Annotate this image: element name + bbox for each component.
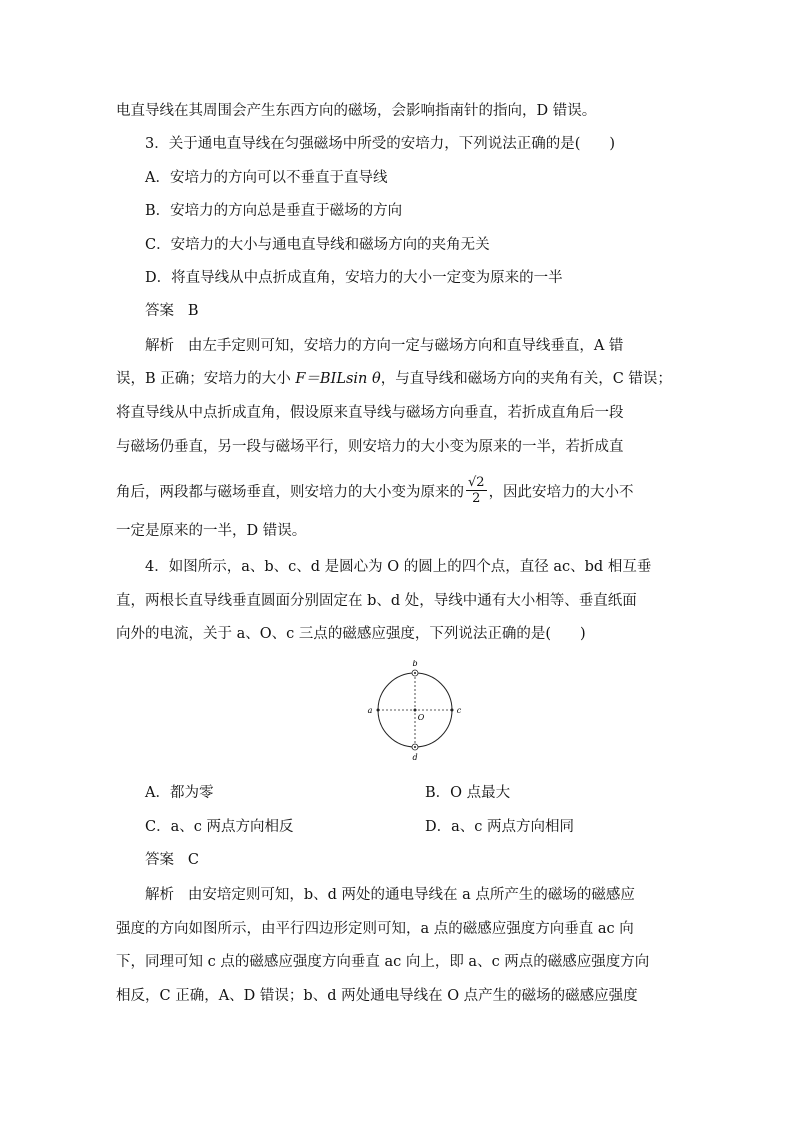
option-3d: D．将直导线从中点折成直角，安培力的大小一定变为原来的一半 <box>145 270 563 286</box>
explanation-3-line-2 <box>116 369 672 389</box>
explanation-4-line-4: 相反，C 正确，A、D 错误；b、d 两处通电导线在 O 点产生的磁场的磁感应强度 <box>116 988 638 1004</box>
explanation-text: ，因此安培力的大小不 <box>488 484 634 501</box>
text-line: 电直导线在其周围会产生东西方向的磁场，会影响指南针的指向，D 错误。 <box>116 103 597 119</box>
fraction-numerator: √2 <box>468 475 485 490</box>
explanation-4-line-1 <box>145 885 635 905</box>
answer-label: 答案 <box>145 852 174 868</box>
explanation-3-line-3: 将直导线从中点折成直角，假设原来直导线与磁场方向垂直，若折成直角后一段 <box>116 405 624 421</box>
explanation-text: 角后，两段都与磁场垂直，则安培力的大小变为原来的 <box>116 484 464 501</box>
explanation-text: ，与直导线和磁场方向的夹角有关，C 错误； <box>380 371 672 387</box>
option-3a: A．安培力的方向可以不垂直于直导线 <box>145 170 388 186</box>
explanation-4-line-2: 强度的方向如图所示，由平行四边形定则可知，a 点的磁感应强度方向垂直 ac 向 <box>116 921 634 937</box>
question-4-line-2: 直，两根长直导线垂直圆面分别固定在 b、d 处，导线中通有大小相等、垂直纸面 <box>116 593 637 609</box>
explanation-label: 解析 <box>145 887 174 903</box>
label-O: O <box>417 713 425 722</box>
option-4c: C．a、c 两点方向相反 <box>145 819 294 835</box>
question-4-line-3: 向外的电流，关于 a、O、c 三点的磁感应强度，下列说法正确的是( ) <box>116 626 586 642</box>
explanation-3-line-5 <box>116 475 634 507</box>
point-a <box>377 709 380 712</box>
label-c: c <box>456 706 462 715</box>
option-3c: C．安培力的大小与通电直导线和磁场方向的夹角无关 <box>145 237 490 253</box>
label-a: a <box>367 706 373 715</box>
explanation-4-line-3: 下，同理可知 c 点的磁感应强度方向垂直 ac 向上，即 a、c 两点的磁感应强度方向 <box>116 954 650 970</box>
answer-3 <box>145 301 198 321</box>
explanation-3-line-1 <box>145 336 623 356</box>
option-4a: A．都为零 <box>145 785 214 801</box>
explanation-3-line-6: 一定是原来的一半，D 错误。 <box>116 523 307 539</box>
fraction-sqrt2-over-2 <box>466 476 487 505</box>
explanation-3-line-4: 与磁场仍垂直，另一段与磁场平行，则安培力的大小变为原来的一半，若折成直 <box>116 439 624 455</box>
answer-label: 答案 <box>145 303 174 319</box>
answer-4 <box>145 850 199 870</box>
answer-value: B <box>187 303 199 319</box>
option-3b: B．安培力的方向总是垂直于磁场的方向 <box>145 203 403 219</box>
force-formula: F＝BILsin θ <box>295 371 381 387</box>
question-3: 3．关于通电直导线在匀强磁场中所受的安培力，下列说法正确的是( ) <box>145 136 616 152</box>
circle-figure <box>360 660 470 770</box>
answer-value: C <box>187 852 199 868</box>
explanation-text: 误，B 正确；安培力的大小 <box>116 371 296 387</box>
option-4d: D．a、c 两点方向相同 <box>425 819 574 835</box>
center-point <box>414 709 417 712</box>
explanation-label: 解析 <box>145 338 174 354</box>
option-4b: B．O 点最大 <box>425 785 511 801</box>
label-b: b <box>412 660 418 668</box>
explanation-text: 由左手定则可知，安培力的方向一定与磁场方向和直导线垂直，A 错 <box>187 338 624 354</box>
explanation-text: 由安培定则可知，b、d 两处的通电导线在 a 点所产生的磁场的磁感应 <box>187 887 635 903</box>
question-4-line-1: 4．如图所示，a、b、c、d 是圆心为 O 的圆上的四个点，直径 ac、bd 相互垂 <box>145 559 652 575</box>
point-c <box>451 709 454 712</box>
fraction-denominator: 2 <box>472 491 481 506</box>
label-d: d <box>412 753 418 762</box>
